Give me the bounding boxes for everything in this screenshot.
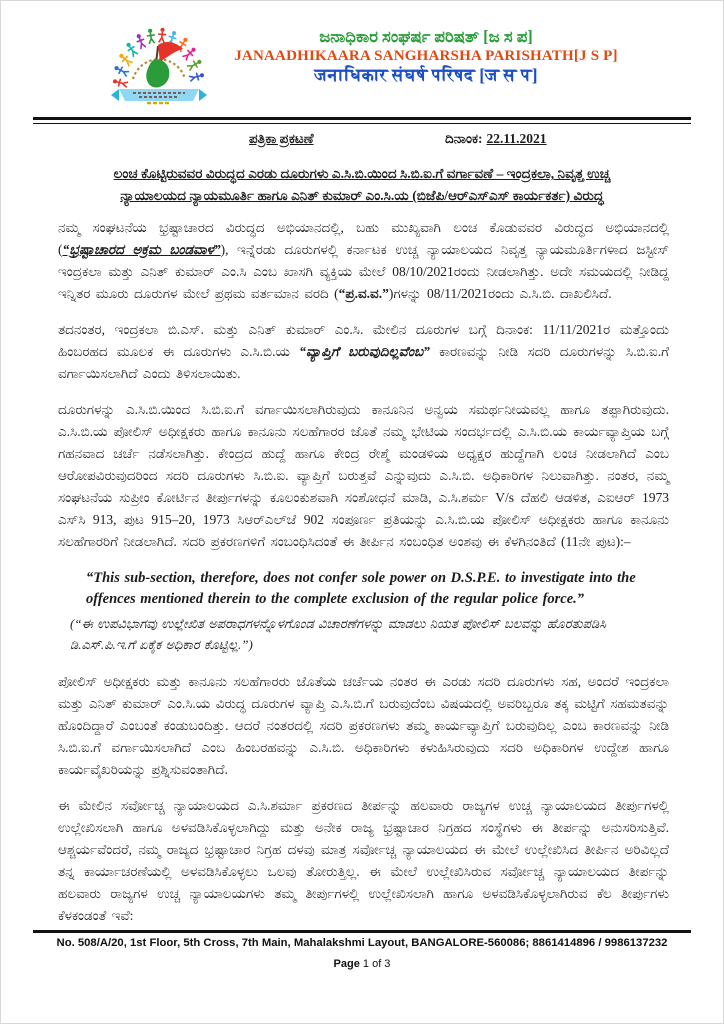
footer	[1, 930, 723, 970]
paragraph-2: ತದನಂತರ, ಇಂದ್ರಕಲಾ ಬಿ.ಎಸ್. ಮತ್ತು ಎನಿತ್ ಕುಮಾರ್ ಎಂ.ಸಿ. ಮೇಲಿನ ದೂರುಗಳ ಬಗ್ಗೆ ದಿನಾಂಕ: 11/11/2021ರ ಮತ್ತೊಂದು ಹಿಂಬರಹದ ಮೂಲಕ ಈ ದೂರುಗಳು ಎ.ಸಿ.ಬಿ.ಯ “ವ್ಯಾಪ್ತಿಗೆ ಬರುವುದಿಲ್ಲವೆಂಬ” ಕಾರಣವನ್ನು ನೀಡಿ ಸದರಿ ದೂರುಗಳನ್ನು ಸಿ.ಬಿ.ಐ.ಗೆ ವರ್ಗಾಯಿಸಲಾಗಿದೆ ಎಂದು ತಿಳಿಸಲಾಯಿತು.	[58, 322, 670, 381]
page-label: Page	[333, 958, 360, 970]
body-paragraphs	[58, 207, 669, 927]
footer-address: No. 508/A/20, 1st Floor, 5th Cross, 7th Main, Mahalakshmi Layout, BANGALORE-560086; 8861414896 / 9986137232	[56, 937, 668, 949]
meta-row	[1, 129, 723, 155]
bird-icon	[146, 59, 169, 88]
org-name-hindi: जनाधिकार संघर्ष परिषद [ज स प]	[314, 65, 538, 86]
date-label: ದಿನಾಂಕ:	[445, 131, 483, 146]
judgment-quote-kannada: (“ಈ ಉಪವಿಭಾಗವು ಉಲ್ಲೇಖಿತ ಅಪರಾಧಗಳನ್ನೊಳಗೊಂಡ ವಿಚಾರಣೆಗಳನ್ನು ಮಾಡಲು ನಿಯತ ಪೋಲಿಸ್ ಬಲವನ್ನು ಹೊರತುಪಡಿಸಿ ಡಿ.ಎಸ್.ಪಿ.ಇ.ಗೆ ಏಕೈಕ ಅಧಿಕಾರ ಕೊಟ್ಟಿಲ್ಲ.”)	[70, 616, 607, 652]
subject-line-2: ನ್ಯಾಯಾಲಯದ ನ್ಯಾಯಮೂರ್ತಿ ಹಾಗೂ ಎನಿತ್ ಕುಮಾರ್ ಎಂ.ಸಿ.ಯ (ಬಿಜೆಪಿ/ಆರ್‌ಎಸ್‌ಎಸ್ ಕಾರ್ಯಕರ್ತ) ವಿರುದ್ಧ	[120, 188, 604, 203]
paragraph-5: ಈ ಮೇಲಿನ ಸರ್ವೋಚ್ಚ ನ್ಯಾಯಾಲಯದ ಎ.ಸಿ.ಶರ್ಮಾ ಪ್ರಕರಣದ ತೀರ್ಪನ್ನು ಹಲವಾರು ರಾಜ್ಯಗಳ ಉಚ್ಚ ನ್ಯಾಯಾಲಯದ ತೀರ್ಪುಗಳಲ್ಲಿ ಉಲ್ಲೇಖಿಸಲಾಗಿ ಹಾಗೂ ಅಳವಡಿಸಿಕೊಳ್ಳಲಾಗಿದ್ದು ಮತ್ತು ಅನೇಕ ರಾಜ್ಯ ಭ್ರಷ್ಟಾಚಾರ ನಿಗ್ರಹದ ಸಂಸ್ಥೆಗಳು ಈ ತೀರ್ಪನ್ನು ಅನುಸರಿಸುತ್ತಿವೆ. ಆಶ್ಚರ್ಯವೆಂದರೆ, ನಮ್ಮ ರಾಜ್ಯದ ಭ್ರಷ್ಟಾಚಾರ ನಿಗ್ರಹ ದಳವು ಮಾತ್ರ ಸರ್ವೋಚ್ಚ ನ್ಯಾಯಾಲಯದ ಈ ಮೇಲೆ ಉಲ್ಲೇಖಿಸಿದ ತೀರ್ಪಿನ ಅರಿವಿಲ್ಲದೆ ತನ್ನ ಕಾರ್ಯಾಚರಣೆಯಲ್ಲಿ ಅಳವಡಿಸಿಕೊಳ್ಳಲು ಒಲವು ತೋರುತ್ತಿಲ್ಲ. ಈ ಮೇಲೆ ಉಲ್ಲೇಖಿಸಿರುವ ಸರ್ವೋಚ್ಚ ನ್ಯಾಯಾಲಯದ ತೀರ್ಪನ್ನು ಹಲವಾರು ರಾಜ್ಯಗಳ ಉಚ್ಚ ನ್ಯಾಯಾಲಯಗಳು ತಮ್ಮ ತೀರ್ಪುಗಳಲ್ಲಿ ಉಲ್ಲೇಖಿಸಲಾಗಿ ಹಾಗೂ ಅಳವಡಿಸಿಕೊಳ್ಳಲಾಗಿರುವ ಕೆಲ ತೀರ್ಪುಗಳು ಕೆಳಕಂಡಂತೆ ಇವೆ:	[58, 798, 669, 923]
page-number	[1, 958, 723, 970]
footer-divider	[33, 930, 691, 933]
letterhead	[1, 21, 723, 113]
ribbon-banner-icon	[111, 89, 207, 103]
press-release-label: ಪತ್ರಿಕಾ ಪ್ರಕಟಣೆ	[249, 131, 314, 146]
paragraph-1: ನಮ್ಮ ಸಂಘಟನೆಯ ಭ್ರಷ್ಟಾಚಾರದ ವಿರುದ್ಧದ ಅಭಿಯಾನದಲ್ಲಿ, ಬಹು ಮುಖ್ಯವಾಗಿ ಲಂಚ ಕೊಡುವವರ ವಿರುದ್ಧದ ಅಭಿಯಾನದಲ್ಲಿ (“ಭ್ರಷ್ಟಾಚಾರದ ಅಕ್ರಮ ಬಂಡವಾಳ”), ಇನ್ನೆರಡು ದೂರುಗಳಲ್ಲಿ ಕರ್ನಾಟಕ ಉಚ್ಚ ನ್ಯಾಯಾಲಯದ ನಿವೃತ್ತ ನ್ಯಾಯಮೂರ್ತಿಗಳಾದ ಜಸ್ಟೀಸ್ ಇಂದ್ರಕಲಾ ಮತ್ತು ಎನಿತ್ ಕುಮಾರ್ ಎಂ.ಸಿ ಎಂಬ ಖಾಸಗಿ ವ್ಯಕ್ತಿಯ ಮೇಲೆ 08/10/2021ರಂದು ನೀಡಲಾಗಿತ್ತು. ಅದೇ ಸಮಯದಲ್ಲಿ ನೀಡಿದ್ದ ಇನ್ನಿತರ ಮೂರು ದೂರುಗಳ ಮೇಲೆ ಪ್ರಥಮ ವರ್ತಮಾನ ವರದಿ (“ಪ್ರ.ವ.ವ.”)ಗಳನ್ನು 08/11/2021ರಂದು ಎ.ಸಿ.ಬಿ. ದಾಖಲಿಸಿದೆ.	[58, 220, 669, 301]
page-value: 1 of 3	[362, 958, 391, 970]
header-divider	[33, 117, 691, 124]
date-line	[445, 131, 547, 147]
subject-line-1: ಲಂಚ ಕೊಟ್ಟಿರುವವರ ವಿರುದ್ಧದ ಎರಡು ದೂರುಗಳು ಎ.ಸಿ.ಬಿ.ಯಿಂದ ಸಿ.ಬಿ.ಐ.ಗೆ ವರ್ಗಾವಣೆ – ಇಂದ್ರಕಲಾ, ನಿವೃತ್ತ ಉಚ್ಚ	[113, 166, 611, 181]
judgment-quote-english: “This sub-section, therefore, does not confer sole power on D.S.P.E. to investigate into the offences mentioned therein to the complete exclusion of the regular police force.”	[86, 570, 636, 607]
paragraph-3: ದೂರುಗಳನ್ನು ಎ.ಸಿ.ಬಿ.ಯಿಂದ ಸಿ.ಬಿ.ಐ.ಗೆ ವರ್ಗಾಯಿಸಲಾಗಿರುವುದು ಕಾನೂನಿನ ಅನ್ವಯ ಸಮರ್ಥನೀಯವಲ್ಲ ಹಾಗೂ ತಪ್ಪಾಗಿರುವುದು. ಎ.ಸಿ.ಬಿ.ಯ ಪೋಲಿಸ್ ಅಧೀಕ್ಷಕರು ಹಾಗೂ ಕಾನೂನು ಸಲಹೆಗಾರರ ಜೊತೆ ನಮ್ಮ ಭೇಟಿಯ ಸಂದರ್ಭದಲ್ಲಿ ಎ.ಸಿ.ಬಿ.ಯ ಕಾರ್ಯವ್ಯಾಪ್ತಿಯ ಬಗ್ಗೆ ಗಹನವಾದ ಚರ್ಚೆ ನಡೆಸಲಾಗಿತ್ತು. ಕೇಂದ್ರದ ಹುದ್ದೆ ಹಾಗೂ ಕೇಂದ್ರ ರೇಶ್ಮೆ ಮಂಡಳಿಯ ಅಧ್ಯಕ್ಷರ ಹುದ್ದೆಗಾಗಿ ಲಂಚ ನೀಡಲಾಗಿದೆ ಎಂಬ ಆರೋಪವಿರುವುದರಿಂದ ಸದರಿ ದೂರುಗಳು ಸಿ.ಬಿ.ಐ. ವ್ಯಾಪ್ತಿಗೆ ಬರುತ್ತವೆ ಎನ್ನುವುದು ಎ.ಸಿ.ಬಿ. ಅಧಿಕಾರಿಗಳ ನಿಲುವಾಗಿತ್ತು. ನಂತರ, ನಮ್ಮ ಸಂಘಟನೆಯ ಸುಪ್ರೀಂ ಕೋರ್ಟಿನ ತೀರ್ಪುಗಳನ್ನು ಕೂಲಂಕುಶವಾಗಿ ಸಂಶೋಧನೆ ಮಾಡಿ, ಎ.ಸಿ.ಶರ್ಮ V/s ದೆಹಲಿ ಆಡಳಿತ, ಎಐಆರ್ 1973 ಎಸ್‌ಸಿ 913, ಪುಟ 915–20, 1973 ಸಿಆರ್‌ಎಲ್‌ಜೆ 902 ಸಂಪೂರ್ಣ ಪ್ರತಿಯನ್ನು ಎ.ಸಿ.ಬಿ.ಯ ಪೋಲಿಸ್ ಅಧೀಕ್ಷಕರು ಹಾಗೂ ಕಾನೂನು ಸಲಹೆಗಾರರಿಗೆ ನೀಡಲಾಗಿದೆ. ಸದರಿ ಪ್ರಕರಣಗಳಿಗೆ ಸಂಬಂಧಿಸಿದಂತೆ ಈ ತೀರ್ಪಿನ ಸಂಬಂಧಿತ ಅಂಶವು ಈ ಕೆಳಗಿನಂತಿದೆ (11ನೇ ಪುಟ):–	[58, 402, 669, 549]
org-name-kannada: ಜನಾಧಿಕಾರ ಸಂಘರ್ಷ ಪರಿಷತ್ [ಜ ಸ ಪ]	[319, 27, 533, 46]
subject-heading	[58, 163, 666, 207]
org-titles	[213, 27, 639, 87]
date-value: 22.11.2021	[486, 131, 547, 146]
paragraph-4: ಪೋಲಿಸ್ ಅಧೀಕ್ಷಕರು ಮತ್ತು ಕಾನೂನು ಸಲಹೆಗಾರರು ಜೊತೆಯ ಚರ್ಚೆಯ ನಂತರ ಈ ಎರಡು ಸದರಿ ದೂರುಗಳು ಸಹ, ಅಂದರೆ ಇಂದ್ರಕಲಾ ಮತ್ತು ಎನಿತ್ ಕುಮಾರ್ ಎಂ.ಸಿ.ಯ ವಿರುದ್ಧ ದೂರುಗಳ ವ್ಯಾಪ್ತಿ ಎ.ಸಿ.ಬಿ.ಗೆ ಬರುವುದೆಂಬ ವಿಷಯದಲ್ಲಿ ಅವರಿಬ್ಬರೂ ತಕ್ಕ ಮಟ್ಟಿಗೆ ಸಹಮತವನ್ನು ಹೊಂದಿದ್ದಾರೆ ಎಂಬಂತೆ ಕಂಡುಬಂದಿತ್ತು. ಆದರೆ ನಂತರದಲ್ಲಿ ಸದರಿ ಪ್ರಕರಣಗಳು ತಮ್ಮ ಕಾರ್ಯವ್ಯಾಪ್ತಿಗೆ ಬರುವುದಿಲ್ಲ ಎಂಬ ಕಾರಣವನ್ನು ನೀಡಿ ಸಿ.ಬಿ.ಐ.ಗೆ ವರ್ಗಾಯಿಸಲಾಗಿದೆ ಎಂಬ ಹಿಂಬರಹವನ್ನು ಎ.ಸಿ.ಬಿ. ಅಧಿಕಾರಿಗಳು ಕಳುಹಿಸಿರುವುದು ಸದರಿ ಅಧಿಕಾರಿಗಳ ಉದ್ದೇಶ ಹಾಗೂ ಕಾರ್ಯವೈಖರಿಯನ್ನು ಪ್ರಶ್ನಿಸುವಂತಾಗಿದೆ.	[58, 674, 669, 777]
organization-logo	[107, 21, 211, 113]
org-name-english: JANAADHIKAARA SANGHARSHA PARISHATH[J S P]	[234, 48, 618, 65]
